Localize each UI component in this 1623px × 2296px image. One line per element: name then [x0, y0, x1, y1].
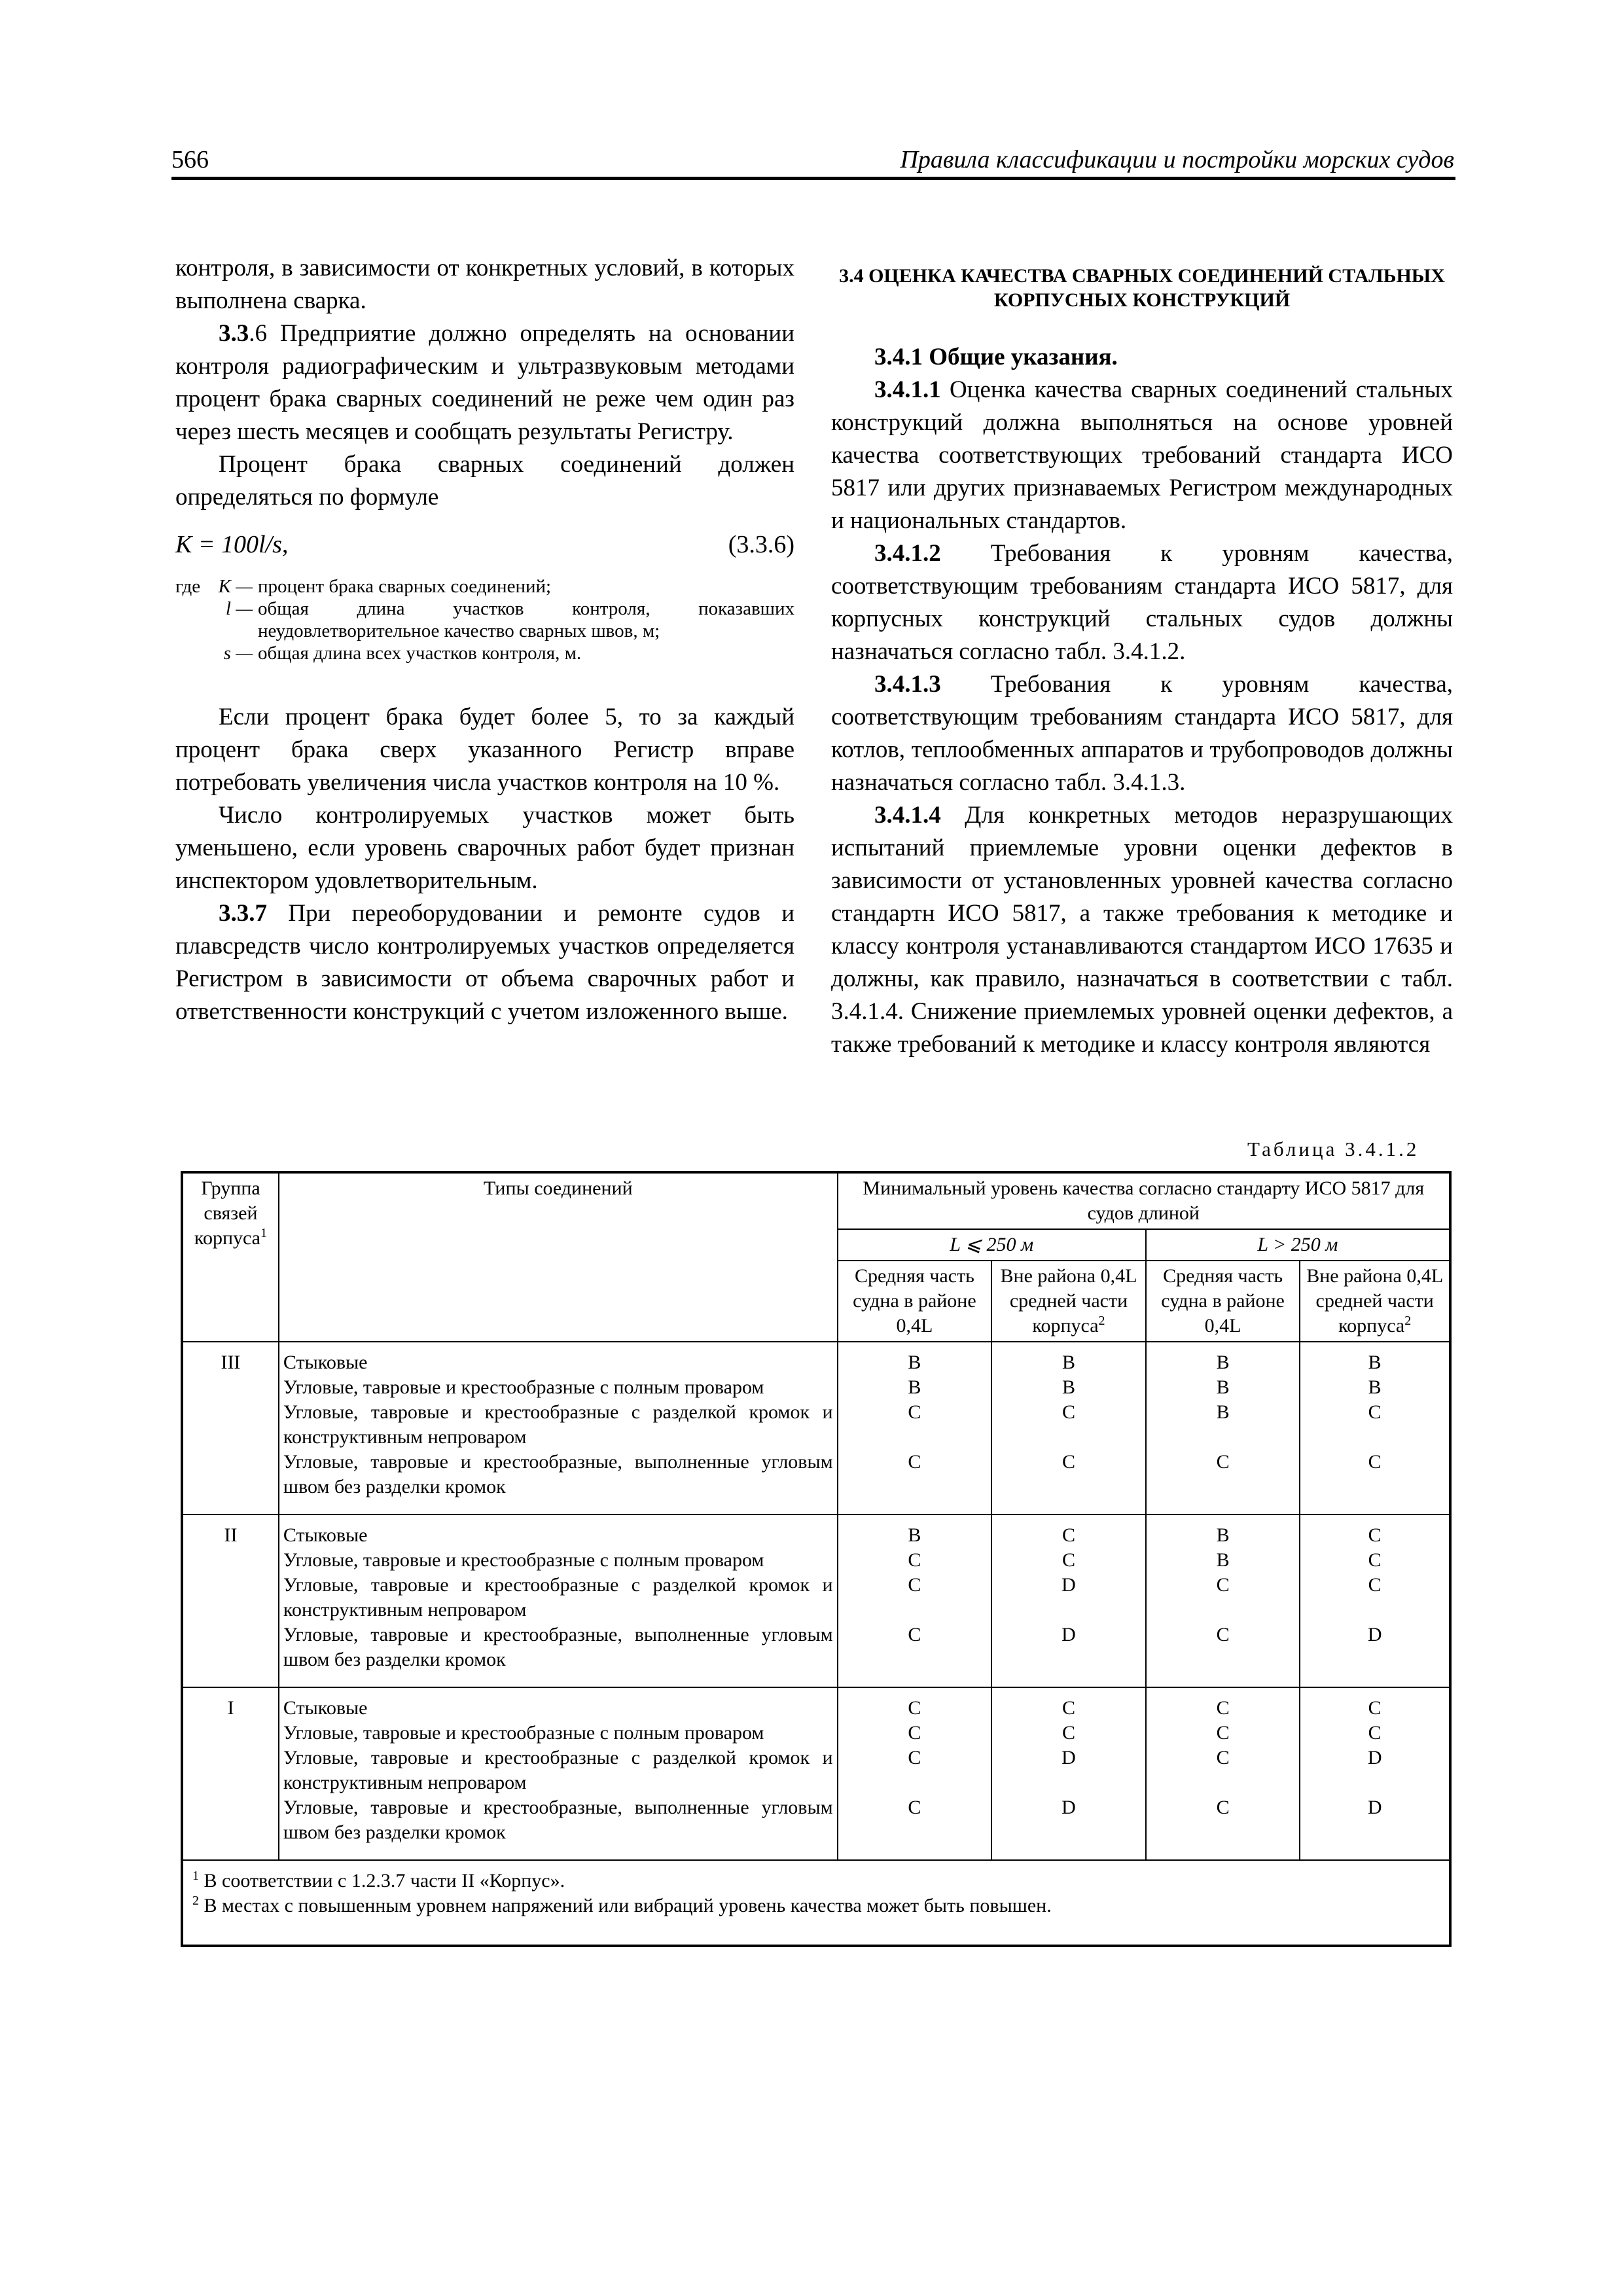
- value-cell: C C D D: [991, 1687, 1146, 1860]
- formula: [175, 528, 794, 561]
- value-cell: C C C D: [1300, 1515, 1450, 1687]
- group-cell: II: [182, 1515, 279, 1687]
- table-header-row: [182, 1172, 1450, 1229]
- header-min-level: Минимальный уровень качества согласно стандарту ИСО 5817 для судов длиной: [838, 1172, 1450, 1229]
- table-footnotes-row: [182, 1860, 1450, 1946]
- right-column: [831, 252, 1453, 1061]
- value-cell: C C D D: [991, 1515, 1146, 1687]
- paragraph: Число контролируемых участков может быть уменьшено, если уровень сварочных работ будет признан инспектором удовлетворительным.: [175, 802, 794, 894]
- paragraph-3-4-1-1: [831, 374, 1453, 537]
- quality-levels-table: [181, 1171, 1452, 1947]
- legend-definition: процент брака сварных соединений;: [258, 576, 552, 597]
- legend-row: [175, 598, 794, 642]
- legend-definition: общая длина всех участков контроля, м.: [258, 643, 582, 664]
- value-cell: C C D D: [1300, 1687, 1450, 1860]
- clause-text: При переоборудовании и ремонте судов и плавсредств число контролируемых участков определяется Регистром в зависимости от объема сварочных работ и ответственности конструкций с учетом изложенного выше.: [175, 900, 794, 1025]
- value-cell: C C C C: [838, 1687, 992, 1860]
- paragraph: контроля, в зависимости от конкретных условий, в которых выполнена сварка.: [175, 255, 794, 314]
- group-cell: I: [182, 1687, 279, 1860]
- legend-symbol: K —: [218, 576, 253, 597]
- legend-row: [175, 575, 794, 598]
- table-caption: Таблица 3.4.1.2: [1247, 1138, 1419, 1160]
- types-cell: Стыковые Угловые, тавровые и крестообразные с полным проваром Угловые, тавровые и крестообразные с разделкой кромок и конструктивным непроваром Угловые, тавровые и крестообразные, выполненные угловым швом без разделки кромок: [279, 1515, 838, 1687]
- formula-number: (3.3.6): [728, 531, 794, 558]
- subsection-heading: 3.4.1 Общие указания.: [874, 344, 1118, 370]
- clause-number: 3.3.7: [219, 900, 267, 927]
- paragraph-3-4-1-4: [831, 799, 1453, 1061]
- clause-number: 3.4.1.1: [874, 376, 941, 403]
- header-types: Типы соединений: [279, 1172, 838, 1342]
- running-title: Правила классификации и постройки морских судов: [900, 146, 1454, 173]
- legend-symbol: l —: [225, 598, 253, 619]
- paragraph: Процент брака сварных соединений должен определяться по формуле: [175, 451, 794, 511]
- formula-legend: [175, 575, 794, 664]
- header-length-le-250: L ⩽ 250 м: [838, 1229, 1146, 1261]
- header-divider: [171, 177, 1455, 180]
- legend-definition: общая длина участков контроля, показавших неудовлетворительное качество сварных швов, м;: [258, 598, 794, 641]
- value-cell: B B C C: [1300, 1342, 1450, 1515]
- value-cell: B C C C: [838, 1515, 992, 1687]
- clause-text: Требования к уровням качества, соответствующим требованиям стандарта ИСО 5817, для корпусных конструкций стальных судов должны назначаться согласно табл. 3.4.1.2.: [831, 540, 1453, 665]
- paragraph-3-3-6: [175, 317, 794, 448]
- clause-number: 3.4.1.4: [874, 802, 941, 829]
- header-outside: Вне района 0,4L средней части корпуса$^2$: [991, 1261, 1146, 1342]
- clause-text: .6 Предприятие должно определять на основании контроля радиографическим и ультразвуковым методами процент брака сварных соединений не реже чем один раз через шесть месяцев и сообщать результаты Регистру.: [175, 320, 794, 445]
- types-cell: Стыковые Угловые, тавровые и крестообразные с полным проваром Угловые, тавровые и крестообразные с разделкой кромок и конструктивным непроваром Угловые, тавровые и крестообразные, выполненные угловым швом без разделки кромок: [279, 1342, 838, 1515]
- paragraph-3-3-7: [175, 897, 794, 1028]
- section-title: 3.4 ОЦЕНКА КАЧЕСТВА СВАРНЫХ СОЕДИНЕНИЙ СТАЛЬНЫХ КОРПУСНЫХ КОНСТРУКЦИЙ: [839, 265, 1445, 311]
- footnote: $^2$ В местах с повышенным уровнем напряжений или вибраций уровень качества может быть повышен.: [192, 1893, 1052, 1916]
- page-number: 566: [171, 146, 209, 173]
- header-group: Группа связей корпуса$^1$: [182, 1172, 279, 1342]
- table-row: [182, 1515, 1450, 1687]
- formula-expression: K = 100l/s,: [175, 531, 289, 558]
- clause-number: 3.3: [219, 320, 249, 347]
- group-cell: III: [182, 1342, 279, 1515]
- left-column: [175, 252, 794, 1028]
- header-length-gt-250: L > 250 м: [1146, 1229, 1450, 1261]
- table-row: [182, 1342, 1450, 1515]
- paragraph: Если процент брака будет более 5, то за каждый процент брака сверх указанного Регистр вправе потребовать увеличения числа участков контроля на 10 %.: [175, 704, 794, 796]
- clause-number: 3.4.1.3: [874, 671, 941, 698]
- value-cell: C C C C: [1146, 1687, 1300, 1860]
- footnote: $^1$ В соответствии с 1.2.3.7 части II «Корпус».: [192, 1869, 565, 1892]
- clause-number: 3.4.1.2: [874, 540, 941, 567]
- value-cell: B B C C: [1146, 1515, 1300, 1687]
- paragraph-3-4-1-2: [831, 537, 1453, 668]
- value-cell: B B C C: [991, 1342, 1146, 1515]
- value-cell: B B C C: [838, 1342, 992, 1515]
- where-label: где: [175, 576, 201, 597]
- legend-row: [175, 642, 794, 664]
- clause-text: Требования к уровням качества, соответствующим требованиям стандарта ИСО 5817, для котлов, теплообменных аппаратов и трубопроводов должны назначаться согласно табл. 3.4.1.3.: [831, 671, 1453, 796]
- header-outside: Вне района 0,4L средней части корпуса$^2$: [1300, 1261, 1450, 1342]
- paragraph-3-4-1-3: [831, 668, 1453, 799]
- clause-text: Для конкретных методов неразрушающих испытаний приемлемые уровни оценки дефектов в зависимости от установленных уровней качества согласно стандартн ИСО 5817, а также требования к методике и классу контроля устанавливаются стандартом ИСО 17635 и должны, как правило, назначаться в соответствии с табл. 3.4.1.4. Снижение приемлемых уровней оценки дефектов, а также требований к методике и классу контроля являются: [831, 802, 1453, 1058]
- page-header: [171, 145, 1454, 178]
- legend-symbol: s —: [223, 643, 253, 664]
- header-mid-part: Средняя часть судна в районе 0,4L: [838, 1261, 992, 1342]
- table-row: [182, 1687, 1450, 1860]
- header-mid-part: Средняя часть судна в районе 0,4L: [1146, 1261, 1300, 1342]
- table-footnotes: [182, 1860, 1450, 1946]
- value-cell: B B B C: [1146, 1342, 1300, 1515]
- types-cell: Стыковые Угловые, тавровые и крестообразные с полным проваром Угловые, тавровые и крестообразные с разделкой кромок и конструктивным непроваром Угловые, тавровые и крестообразные, выполненные угловым швом без разделки кромок: [279, 1687, 838, 1860]
- clause-text: Оценка качества сварных соединений стальных конструкций должна выполняться на основе уровней качества соответствующих требований стандарта ИСО 5817 или других признаваемых Регистром международных и национальных стандартов.: [831, 376, 1453, 534]
